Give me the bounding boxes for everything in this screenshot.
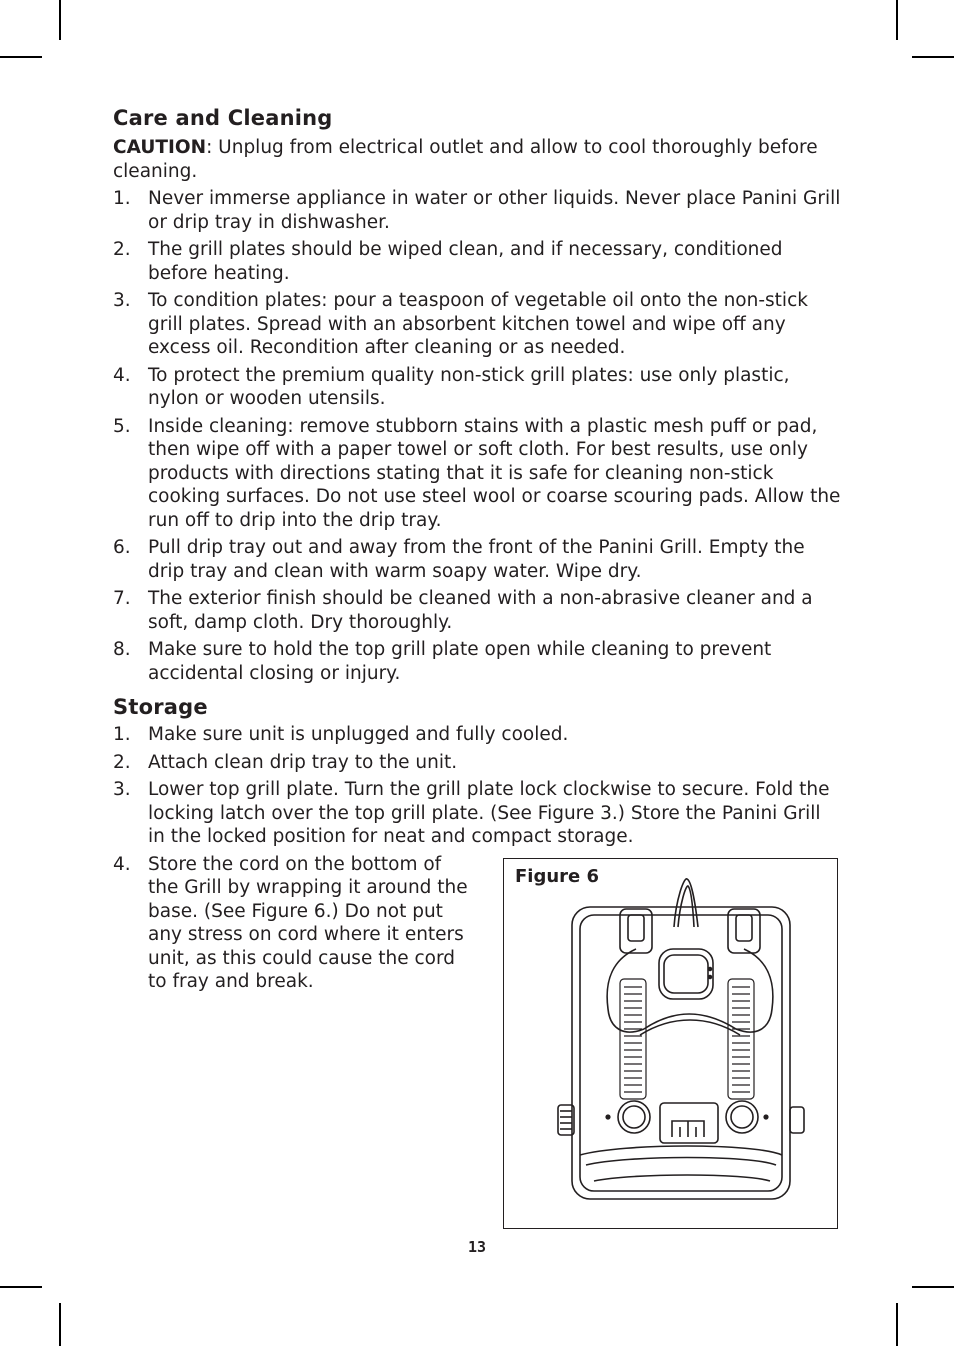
- storage-heading: Storage: [113, 695, 208, 719]
- list-number: 4.: [113, 364, 131, 386]
- list-number: 4.: [113, 853, 131, 875]
- grill-illustration: [504, 859, 839, 1230]
- list-text: Make sure to hold the top grill plate open while cleaning to prevent accidental closing or injury.: [148, 639, 772, 684]
- care-list: [113, 187, 843, 685]
- crop-mark: [0, 1286, 42, 1288]
- caution-label: CAUTION: [113, 137, 207, 158]
- list-text: The grill plates should be wiped clean, and if necessary, conditioned before heating.: [148, 239, 783, 284]
- crop-mark: [912, 56, 954, 58]
- list-item: [113, 536, 843, 583]
- caution-paragraph: [113, 136, 843, 183]
- list-number: 1.: [113, 724, 131, 745]
- list-number: 3.: [113, 779, 131, 800]
- list-item: [113, 238, 843, 285]
- page-number: 13: [467, 1238, 487, 1256]
- list-item: [113, 364, 843, 411]
- list-number: 5.: [113, 415, 131, 437]
- list-text: Inside cleaning: remove stubborn stains with a plastic mesh puff or pad, then wipe off with a paper towel or soft cloth. For best results, use only products with directions stating that it is safe for cleaning non-stick cooking surfaces. Do not use steel wool or coarse scouring pads. Allow the run off to drip into the drip tray.: [148, 415, 841, 531]
- caution-text: : Unplug from electrical outlet and allow to cool thoroughly before cleaning.: [113, 137, 818, 182]
- list-item: [113, 289, 843, 360]
- list-text: Never immerse appliance in water or other liquids. Never place Panini Grill or drip tray in dishwasher.: [148, 188, 841, 233]
- crop-mark: [896, 1303, 898, 1346]
- list-text: The exterior finish should be cleaned with a non-abrasive cleaner and a soft, damp cloth. Dry thoroughly.: [148, 588, 813, 633]
- list-item: [113, 751, 843, 775]
- care-cleaning-heading: Care and Cleaning: [113, 106, 333, 130]
- list-item: [113, 778, 843, 849]
- list-text: To protect the premium quality non-stick grill plates: use only plastic, nylon or wooden utensils.: [148, 364, 790, 409]
- figure-6: [503, 858, 838, 1229]
- crop-mark: [0, 56, 42, 58]
- list-text: Make sure unit is unplugged and fully cooled.: [148, 724, 569, 745]
- list-number: 7.: [113, 588, 131, 609]
- list-item: [113, 187, 843, 234]
- list-item: [113, 638, 843, 685]
- list-text: Pull drip tray out and away from the front of the Panini Grill. Empty the drip tray and clean with warm soapy water. Wipe dry.: [148, 537, 805, 582]
- list-text: Store the cord on the bottom of the Grill by wrapping it around the base. (See Figure 6.) Do not put any stress on cord where it enters unit, as this could cause the cord to fray and break.: [148, 853, 468, 992]
- list-text: Attach clean drip tray to the unit.: [148, 751, 458, 773]
- list-number: 3.: [113, 290, 131, 311]
- list-text: Lower top grill plate. Turn the grill plate lock clockwise to secure. Fold the locking latch over the top grill plate. (See Figure 3.) Store the Panini Grill in the locked position for neat and compact storage.: [148, 779, 830, 847]
- list-item: [113, 853, 468, 994]
- list-item: [113, 587, 843, 634]
- list-item: [113, 723, 843, 747]
- list-number: 6.: [113, 537, 131, 558]
- figure-label: Figure 6: [515, 866, 600, 887]
- list-item: [113, 415, 843, 533]
- list-number: 1.: [113, 188, 131, 209]
- crop-mark: [896, 0, 898, 40]
- list-number: 2.: [113, 239, 131, 260]
- crop-mark: [59, 0, 61, 40]
- list-number: 2.: [113, 751, 131, 773]
- list-text: To condition plates: pour a teaspoon of vegetable oil onto the non-stick grill plates. Spread with an absorbent kitchen towel and wipe off any excess oil. Recondition after cleaning or as needed.: [148, 290, 808, 358]
- crop-mark: [59, 1303, 61, 1346]
- list-number: 8.: [113, 639, 131, 660]
- crop-mark: [912, 1286, 954, 1288]
